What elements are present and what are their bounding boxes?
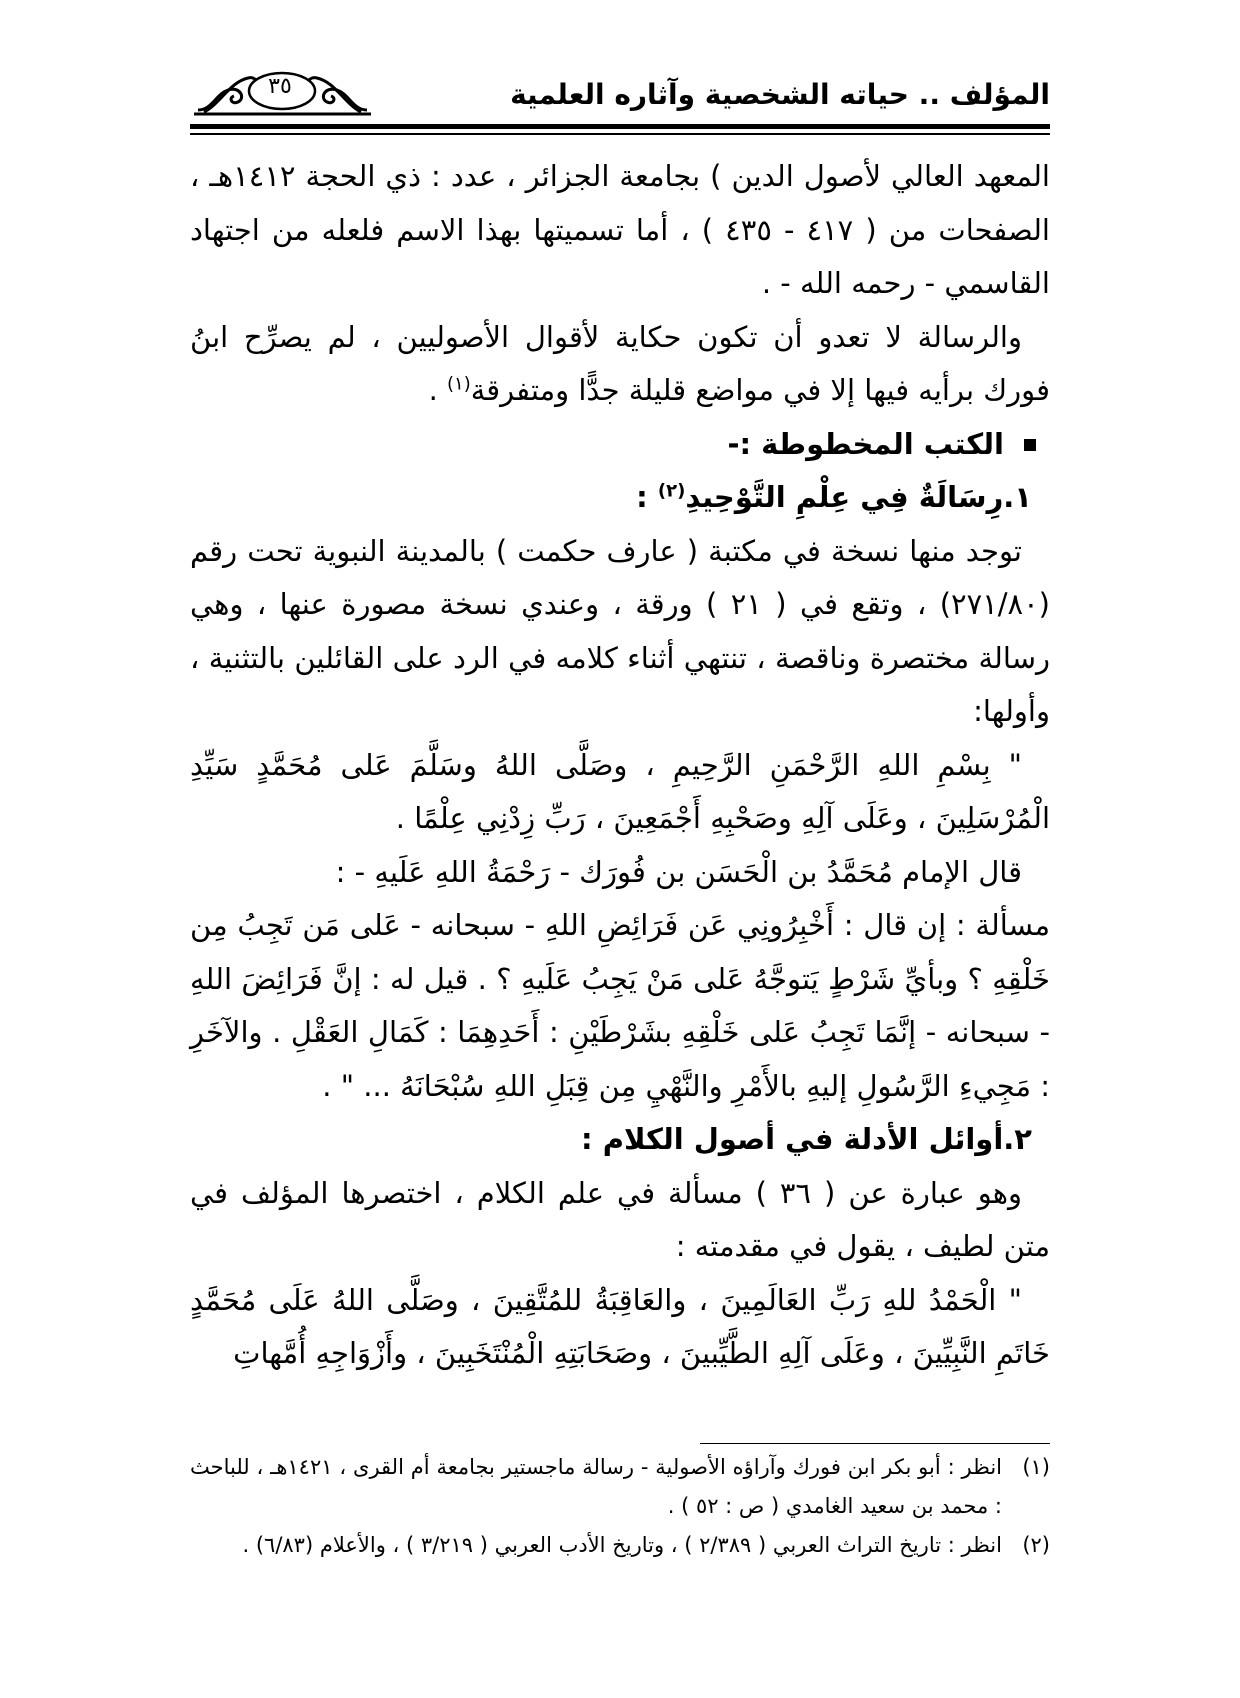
paragraph: وهو عبارة عن ( ٣٦ ) مسألة في علم الكلام ، اختصرها المؤلف في متن لطيف ، يقول في مقدمته : [190,1175,1050,1263]
footnote-mark: (١) [1022,1455,1050,1479]
paragraph-end: . [428,373,447,407]
footnote-reference: (٢) [657,480,686,502]
footnote-separator [700,1443,1050,1444]
footnote [190,1448,1050,1526]
footnote-reference: (١) [447,373,471,395]
square-bullet-icon [1024,439,1036,451]
quote-paragraph: " بِسْمِ اللهِ الرَّحْمَنِ الرَّحِيمِ ، وصَلَّى اللهُ وسَلَّمَ عَلى مُحَمَّدٍ سَيِّدِ الْمُرْسَلِينَ ، وعَلَى آلِهِ وصَحْبِهِ أَجْمَعِينَ ، رَبِّ زِدْنِي عِلْمًا . [190,747,1050,835]
page-header [190,60,1050,120]
item-heading: ٢.أوائل الأدلة في أصول الكلام : [581,1122,1032,1156]
section-heading [190,418,1050,472]
footnote-text: انظر : أبو بكر ابن فورك وآراؤه الأصولية - رسالة ماجستير بجامعة أم القرى ، ١٤٢١هـ ، للباحث : محمد بن سعيد الغامدي ( ص : ٥٢ ) . [190,1455,1002,1518]
footnote [190,1526,1050,1565]
quote-paragraph: مسألة : إن قال : أَخْبِرُونِي عَن فَرَائِضِ اللهِ - سبحانه - عَلى مَن تَجِبُ مِن خَلْقِهِ ؟ وبأيِّ شَرْطٍ يَتوجَّهُ عَلى مَنْ يَجِبُ عَلَيهِ ؟ . قيل له : إنَّ فَرَائِضَ اللهِ - سبحانه - إنَّمَا تَجِبُ عَلى خَلْقِهِ بشَرْطَيْنِ : أَحَدِهِمَا : كَمَالِ العَقْلِ . والآخَرِ : مَجِيءِ الرَّسُولِ إليهِ بالأَمْرِ والنَّهْيِ مِن قِبَلِ اللهِ سُبْحَانَهُ ... " . [190,908,1050,1103]
main-text [190,150,1050,1381]
paragraph-text: والرسالة لا تعدو أن تكون حكاية لأقوال الأصوليين ، لم يصرِّح ابنُ فورك برأيه فيها إلا في مواضع قليلة جدًّا ومتفرقة [190,319,1050,407]
running-title: المؤلف .. حياته الشخصية وآثاره العلمية [510,78,1050,111]
footnote-text: انظر : تاريخ التراث العربي ( ٢/٣٨٩ ) ، وتاريخ الأدب العربي ( ٣/٢١٩ ) ، والأعلام (٦/٨٣) . [242,1533,1002,1557]
page-number: ٣٥ [268,74,292,99]
quote-paragraph: " الْحَمْدُ للهِ رَبِّ العَالَمِينَ ، والعَاقِبَةُ للمُتَّقِينَ ، وصَلَّى اللهُ عَلَى مُحَمَّدٍ خَاتَمِ النَّبِيِّينَ ، وعَلَى آلِهِ الطَّيِّبينَ ، وصَحَابَتِهِ الْمُنْتَخَبِينَ ، وأَزْوَاجِهِ أُمَّهاتِ [190,1282,1050,1370]
item-heading-text: ١.رِسَالَةٌ فِي عِلْمِ التَّوْحِيدِ [685,480,1032,514]
item-heading-colon: : [636,480,658,514]
header-rule-thick [190,124,1050,129]
footnotes [190,1448,1050,1565]
paragraph: توجد منها نسخة في مكتبة ( عارف حكمت ) بالمدينة النبوية تحت رقم (٢٧١/٨٠) ، وتقع في ( ٢١ ) ورقة ، وعندي نسخة مصورة عنها ، وهي رسالة مختصرة وناقصة ، تنتهي أثناء كلامه في الرد على القائلين بالتثنية ، وأولها: [190,533,1050,728]
paragraph: المعهد العالي لأصول الدين ) بجامعة الجزائر ، عدد : ذي الحجة ١٤١٢هـ ، الصفحات من ( ٤١٧ - ٤٣٥ ) ، أما تسميتها بهذا الاسم فلعله من اجتهاد القاسمي - رحمه الله - . [190,159,1050,300]
footnote-mark: (٢) [1022,1533,1050,1557]
paragraph [190,311,1050,418]
section-heading-text: الكتب المخطوطة :- [727,426,1004,461]
quote-paragraph: قال الإمام مُحَمَّدُ بن الْحَسَن بن فُورَك - رَحْمَةُ اللهِ عَلَيهِ - : [335,854,1022,889]
item-heading [190,471,1050,525]
header-rule-thin [190,133,1050,135]
